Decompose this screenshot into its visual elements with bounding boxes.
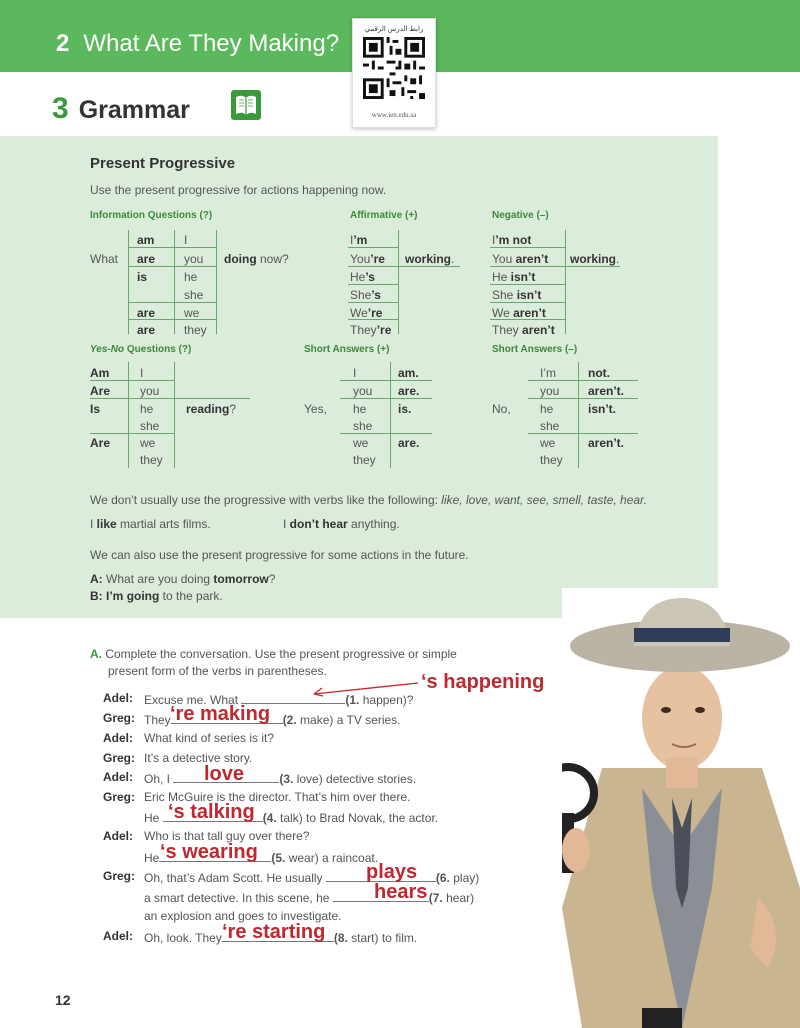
handwritten-answer-8: ‘re starting — [222, 921, 326, 943]
qr-code-icon — [363, 37, 425, 99]
yn-subject: we — [140, 436, 156, 450]
info-verb: are — [137, 306, 156, 320]
aff-row: I’m — [350, 233, 368, 247]
short-answers-positive-label: Short Answers (+) — [304, 344, 390, 355]
yn-subject: you — [140, 384, 160, 398]
info-what: What — [90, 252, 119, 266]
neg-row: I’m not — [492, 233, 532, 247]
yn-subject: she — [140, 419, 160, 433]
sa-neg-verb: isn’t. — [588, 402, 617, 416]
section-number: 3 — [52, 92, 69, 125]
speaker-label: Adel: — [103, 691, 133, 705]
handwritten-answer-3: love — [204, 763, 245, 785]
aff-row: You’re — [350, 252, 385, 266]
conversation-line-11: a smart detective. In this scene, he (7. hear) — [144, 891, 475, 905]
unit-title — [56, 30, 339, 58]
section-heading — [52, 92, 190, 126]
info-subject: we — [184, 306, 200, 320]
info-subject: I — [184, 233, 188, 247]
sa-neg-subject: you — [540, 384, 560, 398]
info-subject: she — [184, 288, 204, 302]
example-dont-hear: I don’t hear anything. — [283, 517, 400, 531]
example-like: I like martial arts films. — [90, 517, 211, 531]
sa-pos-subject: he — [353, 402, 367, 416]
info-verb: is — [137, 270, 148, 284]
arrow-icon — [308, 680, 420, 698]
sa-neg-subject: she — [540, 419, 560, 433]
short-answers-negative-label: Short Answers (–) — [492, 344, 578, 355]
speaker-label: Adel: — [103, 829, 133, 843]
negative-label: Negative (–) — [492, 210, 549, 221]
handwritten-answer-7: hears — [374, 881, 428, 903]
sa-neg-verb: aren’t. — [588, 436, 625, 450]
neg-row: They aren’t — [492, 323, 555, 337]
aff-row: He’s — [350, 270, 375, 284]
conversation-line-8: Who is that tall guy over there? — [144, 829, 310, 843]
exercise-instruction-2: present form of the verbs in parentheses. — [108, 664, 327, 678]
grammar-intro: Use the present progressive for actions happening now. — [90, 183, 387, 197]
neg-row: She isn’t — [492, 288, 542, 302]
yn-verb: Am — [90, 366, 110, 380]
sa-pos-subject: you — [353, 384, 373, 398]
conversation-line-1: Excuse me. What (1. happen)? — [144, 693, 414, 707]
speaker-label: Adel: — [103, 770, 133, 784]
qr-url: www.ien.edu.sa — [371, 111, 417, 119]
conversation-line-9: He (5. wear) a raincoat. — [144, 851, 379, 865]
page-number: 12 — [55, 992, 71, 1008]
info-verb: am — [137, 233, 155, 247]
speaker-label: Adel: — [103, 731, 133, 745]
info-doing: doing — [224, 252, 257, 266]
sa-pos-verb: is. — [398, 402, 412, 416]
conversation-line-12: an explosion and goes to investigate. — [144, 909, 342, 923]
info-doing-now — [224, 252, 289, 266]
sa-pos-verb: am. — [398, 366, 419, 380]
grammar-book-icon — [230, 88, 262, 122]
speaker-label: Adel: — [103, 929, 133, 943]
yn-subject: I — [140, 366, 144, 380]
handwritten-answer-2: ‘re making — [170, 703, 271, 725]
aff-row: She’s — [350, 288, 381, 302]
yn-verb: Is — [90, 402, 101, 416]
info-questions-label: Information Questions (?) — [90, 210, 213, 221]
handwritten-answer-1: ‘s happening — [421, 671, 545, 693]
conversation-line-2: They (2. make) a TV series. — [144, 713, 401, 727]
info-subject: he — [184, 270, 198, 284]
speaker-label: Greg: — [103, 869, 136, 883]
yn-reading: reading? — [186, 402, 237, 416]
exercise-instruction: A. Complete the conversation. Use the present progressive or simple — [90, 647, 457, 661]
sa-pos-subject: she — [353, 419, 373, 433]
sa-pos-verb: are. — [398, 436, 420, 450]
conversation-line-7: He (4. talk) to Brad Novak, the actor. — [144, 811, 439, 825]
future-example-a: A: What are you doing tomorrow? — [90, 572, 276, 586]
neg-working: working. — [570, 252, 620, 266]
conversation-line-5: Oh, I (3. love) detective stories. — [144, 772, 417, 786]
sa-neg-subject: he — [540, 402, 554, 416]
grammar-title: Present Progressive — [90, 155, 236, 172]
speaker-label: Greg: — [103, 790, 136, 804]
conversation-line-4: It’s a detective story. — [144, 751, 253, 765]
sa-neg-verb: aren’t. — [588, 384, 625, 398]
sa-yes: Yes, — [304, 402, 327, 416]
future-example-b: B: I’m going to the park. — [90, 589, 223, 603]
future-note: We can also use the present progressive for some actions in the future. — [90, 548, 469, 562]
info-now: now? — [260, 252, 289, 266]
info-subject: you — [184, 252, 204, 266]
info-verb: are — [137, 323, 156, 337]
sa-pos-subject: they — [353, 453, 376, 467]
speaker-label: Greg: — [103, 751, 136, 765]
digital-lesson-qr-card[interactable] — [352, 18, 436, 128]
unit-number: 2 — [56, 30, 70, 57]
info-verb: are — [137, 252, 156, 266]
neg-row: We aren’t — [492, 306, 546, 320]
conversation-line-3: What kind of series is it? — [144, 731, 275, 745]
handwritten-answer-6: plays — [366, 861, 418, 883]
aff-row: We’re — [350, 306, 383, 320]
qr-caption: رابط الدرس الرقمي — [364, 26, 424, 33]
sa-no: No, — [492, 402, 511, 416]
aff-working: working. — [405, 252, 455, 266]
conversation-line-13: Oh, look. They (8. start) to film. — [144, 931, 418, 945]
yn-verb: Are — [90, 384, 111, 398]
sa-pos-subject: I — [353, 366, 357, 380]
handwritten-answer-4: ‘s talking — [168, 801, 255, 823]
conversation-line-6: Eric McGuire is the director. That’s him over there. — [144, 790, 411, 804]
speaker-label: Greg: — [103, 711, 136, 725]
aff-row: They’re — [350, 323, 392, 337]
section-title: Grammar — [78, 96, 190, 124]
sa-neg-verb: not. — [588, 366, 610, 380]
yn-subject: they — [140, 453, 163, 467]
yn-verb: Are — [90, 436, 111, 450]
sa-neg-subject: we — [540, 436, 556, 450]
affirmative-label: Affirmative (+) — [350, 210, 418, 221]
conversation-line-10: Oh, that’s Adam Scott. He usually (6. play) — [144, 871, 480, 885]
sa-pos-verb: are. — [398, 384, 420, 398]
unit-title-text: What Are They Making? — [83, 30, 340, 57]
neg-row: You aren’t — [492, 252, 549, 266]
handwritten-answer-5: ‘s wearing — [160, 841, 258, 863]
sa-pos-subject: we — [353, 436, 369, 450]
detective-photo — [562, 588, 800, 1028]
progressive-verbs-note: We don’t usually use the progressive with verbs like the following: like, love, want, see, smell, taste, hear. — [90, 493, 647, 507]
yes-no-questions-label: Yes-No Questions (?) — [90, 344, 192, 355]
sa-neg-subject: I’m — [540, 366, 556, 380]
yn-subject: he — [140, 402, 154, 416]
sa-neg-subject: they — [540, 453, 563, 467]
info-subject: they — [184, 323, 207, 337]
neg-row: He isn’t — [492, 270, 536, 284]
